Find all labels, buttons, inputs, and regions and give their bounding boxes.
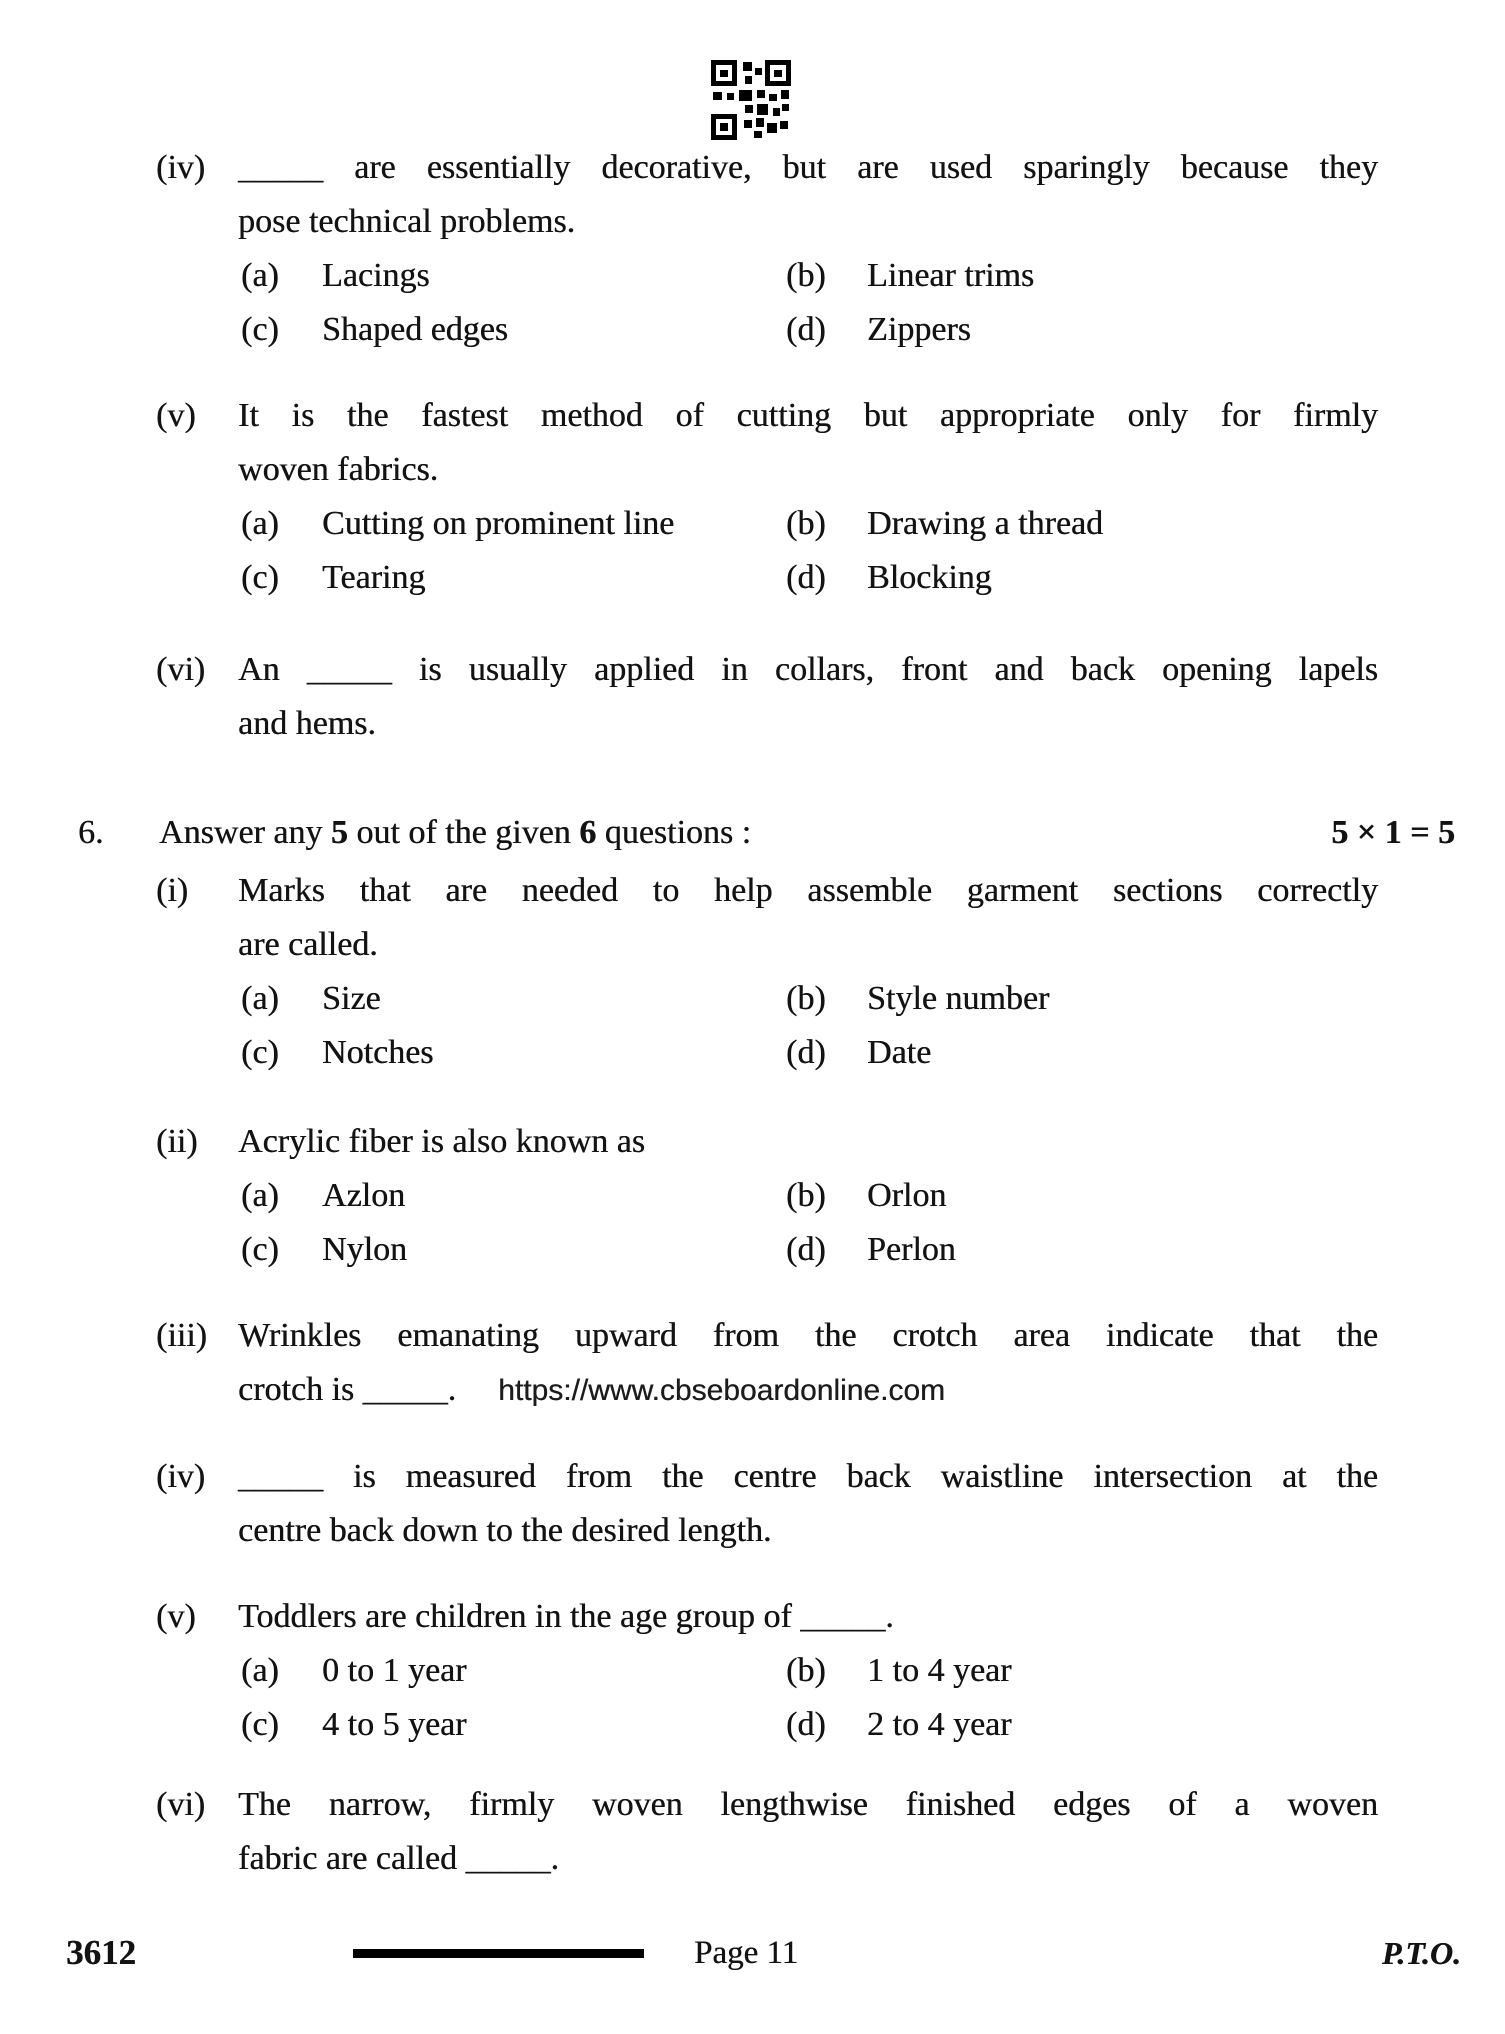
question-text-line: centre back down to the desired length. [238,1512,772,1549]
option-text: Blocking [867,559,992,596]
question-body [238,389,1378,605]
option-letter: (a) [241,257,279,294]
option-letter: (b) [786,980,826,1017]
options-row [238,1223,1378,1277]
option-letter: (b) [786,1652,826,1689]
question-6-iii [156,1309,1378,1417]
question-text-line: are called. [238,926,378,963]
option-letter: (c) [241,1706,279,1743]
option-letter: (c) [241,1231,279,1268]
question-5-vi [156,643,1378,751]
option-letter: (c) [241,559,279,596]
option-text: Lacings [322,257,430,294]
option-text: Orlon [867,1177,947,1214]
option-text: Date [867,1034,932,1071]
option-d [786,1223,956,1277]
question-text-line: Wrinkles emanating upward from the crotch area indicate that the [238,1317,1378,1354]
options-row [238,972,1378,1026]
question-6-v [156,1590,1378,1752]
option-letter: (a) [241,1652,279,1689]
header-count: 6 [579,814,597,851]
options-row [238,249,1378,303]
question-body [238,1778,1378,1886]
option-letter: (a) [241,1177,279,1214]
question-6-ii [156,1115,1378,1277]
option-c [241,303,508,357]
question-body [238,141,1378,357]
option-b [786,497,1103,551]
option-text: 0 to 1 year [322,1652,467,1689]
question-text-line: _____ are essentially decorative, but are used sparingly because they [238,149,1378,186]
option-text: Notches [322,1034,434,1071]
option-letter: (b) [786,257,826,294]
option-letter: (b) [786,505,826,542]
question-body [238,1450,1378,1558]
question-body [238,864,1378,1080]
option-c [241,551,425,605]
question-label: (i) [156,872,189,909]
options-row [238,1644,1378,1698]
option-text: Cutting on prominent line [322,505,675,542]
question-body [238,1309,1378,1417]
option-letter: (a) [241,980,279,1017]
option-text: Style number [867,980,1050,1017]
option-text: 1 to 4 year [867,1652,1012,1689]
question-text-line: Marks that are needed to help assemble garment sections correctly [238,872,1378,909]
option-a [241,1644,466,1698]
header-count: 5 [330,814,348,851]
option-letter: (d) [786,1706,826,1743]
header-text: Answer any [159,814,331,851]
question-text-line: and hems. [238,705,376,742]
option-b [786,1644,1011,1698]
question-text-line: It is the fastest method of cutting but appropriate only for firmly [238,397,1378,434]
option-c [241,1698,466,1752]
paper-code: 3612 [66,1933,136,1972]
option-text: Tearing [322,559,426,596]
option-a [241,249,430,303]
option-c [241,1026,433,1080]
question-label: (vi) [156,651,206,688]
page-number: Page 11 [694,1935,799,1971]
option-b [786,1169,946,1223]
page-footer [0,1926,1505,1980]
pto-label: P.T.O. [1381,1935,1461,1971]
option-d [786,551,992,605]
question-label: (vi) [156,1786,206,1823]
question-label: (iii) [156,1317,207,1354]
question-text-line: Toddlers are children in the age group of _____. [238,1598,894,1635]
options-row [238,551,1378,605]
option-text: Size [322,980,381,1017]
option-d [786,303,971,357]
question-text-line: fabric are called _____. [238,1840,559,1877]
option-letter: (c) [241,311,279,348]
option-text: Zippers [867,311,971,348]
question-text: crotch is _____. [238,1371,457,1408]
option-a [241,497,674,551]
option-d [786,1026,931,1080]
option-text: Shaped edges [322,311,509,348]
option-text: Perlon [867,1231,956,1268]
watermark-url: https://www.cbseboardonline.com [498,1374,946,1407]
question-text-line: woven fabrics. [238,451,439,488]
option-letter: (d) [786,559,826,596]
option-letter: (d) [786,1231,826,1268]
question-6-vi [156,1778,1378,1886]
question-6-i [156,864,1378,1080]
option-letter: (c) [241,1034,279,1071]
option-letter: (a) [241,505,279,542]
question-5-iv [156,141,1378,357]
question-text-line [238,1363,1378,1417]
footer-divider-line [353,1949,644,1958]
header-text: out of the given [347,814,580,851]
options-row [238,1698,1378,1752]
marks-scheme: 5 × 1 = 5 [1331,814,1455,851]
question-body [238,1590,1378,1752]
option-text: Azlon [322,1177,406,1214]
option-text: 2 to 4 year [867,1706,1012,1743]
question-text-line: An _____ is usually applied in collars, front and back opening lapels [238,651,1378,688]
options-row [238,1026,1378,1080]
question-label: (v) [156,1598,196,1635]
option-text: 4 to 5 year [322,1706,467,1743]
option-text: Linear trims [867,257,1035,294]
question-label: (iv) [156,149,206,186]
question-number: 6. [78,814,104,851]
option-b [786,972,1049,1026]
option-text: Drawing a thread [867,505,1104,542]
question-text-line: The narrow, firmly woven lengthwise finished edges of a woven [238,1786,1378,1823]
option-letter: (d) [786,311,826,348]
options-row [238,1169,1378,1223]
option-a [241,972,381,1026]
option-d [786,1698,1011,1752]
option-a [241,1169,405,1223]
question-body [238,1115,1378,1277]
option-letter: (b) [786,1177,826,1214]
question-text-line: Acrylic fiber is also known as [238,1123,645,1160]
question-5-v [156,389,1378,605]
options-row [238,497,1378,551]
option-letter: (d) [786,1034,826,1071]
question-label: (ii) [156,1123,198,1160]
question-6-iv [156,1450,1378,1558]
option-text: Nylon [322,1231,407,1268]
question-6-header [78,806,1455,860]
qr-code-icon [711,60,791,140]
question-body [238,643,1378,751]
question-text-line: _____ is measured from the centre back waistline intersection at the [238,1458,1378,1495]
question-label: (iv) [156,1458,206,1495]
question-text-line: pose technical problems. [238,203,576,240]
option-b [786,249,1034,303]
header-text: questions : [596,814,752,851]
question-label: (v) [156,397,196,434]
options-row [238,303,1378,357]
option-c [241,1223,407,1277]
